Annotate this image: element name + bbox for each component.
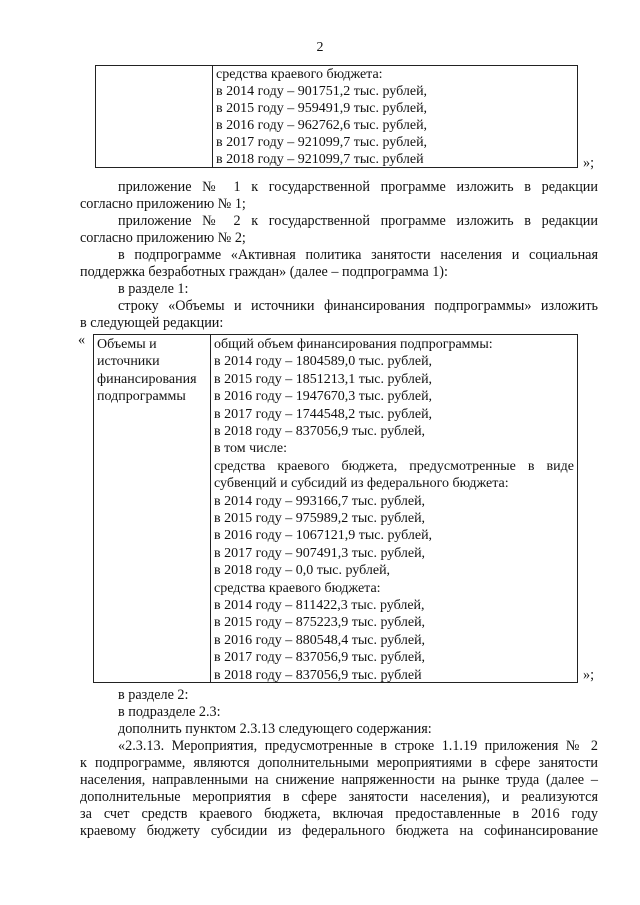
table2-closing-quote: »; — [583, 667, 595, 683]
table2-right-line: в 2015 году – 875223,9 тыс. рублей, — [214, 615, 426, 631]
table1-closing-quote: »; — [583, 155, 595, 171]
table1-line: средства краевого бюджета: — [216, 67, 383, 82]
table2-right-line: в 2017 году – 837056,9 тыс. рублей, — [214, 650, 426, 666]
table1-line: в 2014 году – 901751,2 тыс. рублей, — [216, 84, 428, 99]
paragraph-line: к подпрограмме, являются дополнительными мероприятиями в сфере занятости — [80, 755, 598, 771]
page-number: 2 — [316, 40, 324, 55]
paragraph-line: «2.3.13. Мероприятия, предусмотренные в строке 1.1.19 приложения № 2 — [118, 738, 598, 754]
table2-column-divider — [210, 334, 211, 683]
table2-right-line: общий объем финансирования подпрограммы: — [214, 337, 493, 352]
table2-right-line: в 2015 году – 1851213,1 тыс. рублей, — [214, 371, 433, 387]
table1-line: в 2015 году – 959491,9 тыс. рублей, — [216, 101, 428, 116]
paragraph-line: в подпрограмме «Активная политика занятости населения и социальная — [118, 247, 598, 263]
table2-right-line: в 2014 году – 1804589,0 тыс. рублей, — [214, 354, 433, 370]
table2-right-line: в 2016 году – 1947670,3 тыс. рублей, — [214, 389, 433, 405]
paragraph-line: согласно приложению № 1; — [80, 196, 246, 212]
table2-left-line: подпрограммы — [97, 389, 186, 405]
paragraph-line: в следующей редакции: — [80, 315, 224, 331]
table1-line: в 2018 году – 921099,7 тыс. рублей — [216, 152, 424, 167]
paragraph-line: поддержка безработных граждан» (далее – подпрограмма 1): — [80, 264, 448, 280]
paragraph-line: в разделе 2: — [118, 687, 189, 703]
table2-right-line: средства краевого бюджета: — [214, 580, 381, 596]
table2-right-line: в том числе: — [214, 441, 287, 457]
table1-column-divider — [212, 65, 213, 168]
table1-line: в 2017 году – 921099,7 тыс. рублей, — [216, 135, 428, 150]
paragraph-line: населения, направленными на снижение напряженности на рынке труда (далее – — [80, 772, 598, 788]
table2-left-line: Объемы и — [97, 337, 157, 352]
paragraph-line: в подразделе 2.3: — [118, 704, 221, 720]
table2-right-line: в 2017 году – 1744548,2 тыс. рублей, — [214, 406, 433, 422]
paragraph-line: за счет средств краевого бюджета, включая предоставленные в 2016 году — [80, 806, 598, 822]
table2-right-line: в 2018 году – 837056,9 тыс. рублей, — [214, 424, 426, 439]
table2-right-line: в 2018 году – 0,0 тыс. рублей, — [214, 563, 391, 579]
table2-left-line: финансирования — [97, 371, 197, 387]
table2-left-line: источники — [97, 354, 160, 370]
paragraph-line: строку «Объемы и источники финансирования подпрограммы» изложить — [118, 298, 598, 314]
table2-right-line: субвенций и субсидий из федерального бюджета: — [214, 476, 509, 492]
table2-right-line: средства краевого бюджета, предусмотренные в виде — [214, 458, 574, 474]
table2-right-line: в 2017 году – 907491,3 тыс. рублей, — [214, 545, 426, 561]
table2-right-line: в 2014 году – 811422,3 тыс. рублей, — [214, 598, 425, 613]
table2-right-line: в 2014 году – 993166,7 тыс. рублей, — [214, 493, 426, 509]
paragraph-line: дополнительные мероприятия в сфере занятости населения), и реализуются — [80, 789, 598, 805]
paragraph-line: в разделе 1: — [118, 281, 189, 297]
paragraph-line: краевому бюджету субсидии из федерального бюджета на софинансирование — [80, 823, 598, 839]
table2-right-line: в 2018 году – 837056,9 тыс. рублей — [214, 667, 422, 683]
paragraph-line: согласно приложению № 2; — [80, 230, 246, 246]
paragraph-line: приложение № 1 к государственной программе изложить в редакции — [118, 179, 598, 195]
table2-right-line: в 2016 году – 880548,4 тыс. рублей, — [214, 632, 426, 648]
paragraph-line: дополнить пунктом 2.3.13 следующего содержания: — [118, 721, 432, 737]
table2-right-line: в 2015 году – 975989,2 тыс. рублей, — [214, 511, 426, 526]
table1-line: в 2016 году – 962762,6 тыс. рублей, — [216, 118, 428, 133]
paragraph-line: приложение № 2 к государственной программе изложить в редакции — [118, 213, 598, 229]
table2-opening-quote: « — [78, 332, 86, 348]
table2-right-line: в 2016 году – 1067121,9 тыс. рублей, — [214, 528, 433, 544]
